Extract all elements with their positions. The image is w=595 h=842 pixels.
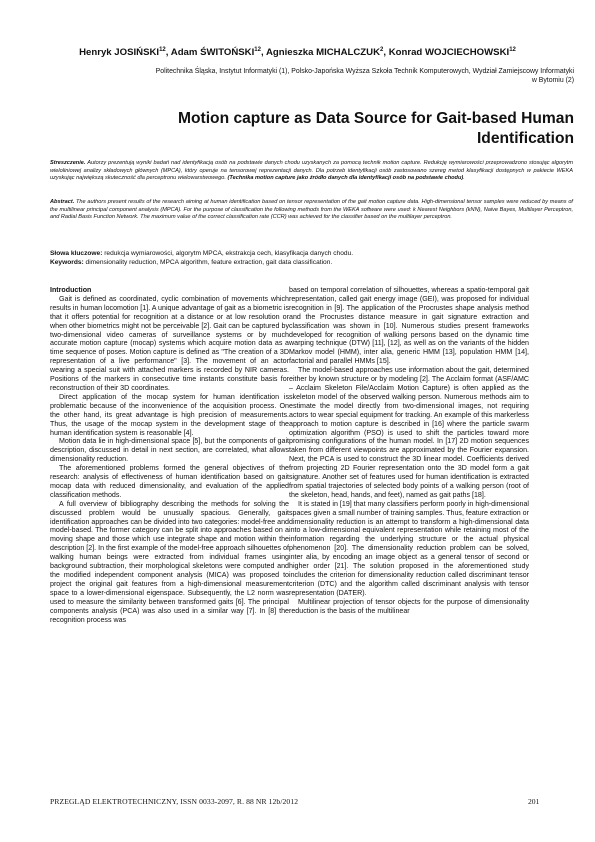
- abstract-english-label: Abstract.: [50, 199, 75, 205]
- paper-title-line-1: Motion capture as Data Source for Gait-based Human: [178, 110, 574, 127]
- section-heading-introduction: Introduction: [50, 286, 92, 294]
- author-1: Henryk JOSIŃSKI$^{12}$: [79, 47, 166, 59]
- paper-title-line-2: Identification: [476, 130, 574, 147]
- paragraph: The model-based approaches use information about the gait, determined either by known structure or by modeling [2]. The Acclaim format (ASF/AMC – Acclaim Skeleton File/Acclaim Motion Capture) is often applied as the skeleton model of the observed walking person. Numerous methods aim to estimate the model directly from two-dimensional images, not requiring actors to wear special equipment for tracking. An example of this markerless approach to motion capture is described in [16] where the particle swarm optimization algorithm (PSO) is used to shift the particles toward more promising configurations of the human model. In [17] 2D motion sequences taken from different viewpoints are approximated by the Fourier expansion. Next, the PCA is used to construct the 3D linear model. Coefficients derived from projecting 2D Fourier representation onto the 3D model form a gait signature. Another set of features used for human identification is extracted from spatial trajectories of selected body points of a walking person (root of the skeleton, head, hands, and feet), named as gait paths [18].: [289, 366, 529, 499]
- paragraph: Gait is defined as coordinated, cyclic combination of movements which results in human locomotion [1]. A unique advantage of gait as a biometric is that it offers potential for recognition at a distance or at low resolution or when other biometrics might not be perceivable [2]. Gait can be captured by two-dimensional video cameras of surveillance systems or by much accurate motion capture (mocap) systems which acquire motion data as a time sequence of poses. Motion capture is defined as "The creation of a 3D representation of a live performance" [3]. The movement of an actor wearing a special suit with attached markers is recorded by NIR cameras. Positions of the markers in consecutive time instants constitute basis for reconstruction of their 3D coordinates.: [50, 294, 289, 392]
- keywords-english-label: Keywords:: [50, 259, 84, 266]
- paper-title: [70, 109, 574, 149]
- abstract-polish: Streszczenie. Autorzy prezentują wyniki badań nad identyfikacją osób na podstawie danych chodu uzyskanych za pomocą technik motion capture. Redukcję wymiarowości przeprowadzono stosując algorytm wieloliniowej analizy składowych głównych (MPCA), który operuje na tensorowej reprezentacji danych. Dla potrzeb identyfikacji osób zastosowano szereg metod klasyfikacji dostępnych w pakiecie WEKA uzyskując największą skuteczność dla perceptronu wielowarstwowego. (Technika motion capture jako źródło danych dla identyfikacji osób na podstawie chodu).: [50, 160, 573, 182]
- author-4: Konrad WOJCIECHOWSKI$^{12}$: [388, 47, 516, 59]
- paragraph: Multilinear projection of tensor objects for the purpose of dimensionality reduction is the basis of the multilinear: [289, 597, 529, 615]
- keywords-polish: [50, 250, 573, 259]
- left-column: [50, 286, 289, 624]
- abstract-polish-label: Streszczenie.: [50, 160, 86, 166]
- abstract-english: [50, 199, 573, 222]
- keywords-polish-text: redukcja wymiarowości, algorytm MPCA, ekstrakcja cech, klasyfikacja danych chodu.: [102, 250, 354, 257]
- journal-footer: PRZEGLĄD ELEKTROTECHNICZNY, ISSN 0033-2097, R. 88 NR 12b/2012: [50, 797, 299, 806]
- keywords-polish-label: Słowa kluczowe:: [50, 250, 103, 257]
- paragraph: It is stated in [19] that many classifiers perform poorly in high-dimensional spaces given a small number of training samples. Thus, feature extraction or dimensionality reduction is an attempt to transform a high-dimensional data into a low-dimensional equivalent representation while retaining most of the information regarding the underlying structure or the actual physical phenomenon [20]. The dimensionality reduction problem can be solved, inter alia, by encoding an image object as a general tensor of second or higher order [21]. The solution proposed in the aforementioned study includes the criterion for dimensionality reduction called discriminant tensor criterion (DTC) and the algorithm called discriminant analysis with tensor representation (DATER).: [289, 499, 529, 597]
- abstract-english-text: The authors present results of the research aiming at human identification based on tensor representation of the gait motion capture data. High-dimensional tensor samples were reduced by means of the multilinear principal component analysis (MPCA). For the purpose of classification the following methods from the WEKA software were used: k Nearest Neighbors (kNN), Naive Bayes, Multilayer Perceptron, and Radial Basis Function Network. The maximum value of the correct classification rate (CCR) was achieved for the classifier based on the multilayer perceptron.: [50, 199, 573, 221]
- author-3: Agnieszka MICHALCZUK$^2$: [265, 47, 384, 59]
- abstract-polish-title: (Technika motion capture jako źródło danych dla identyfikacji osób na podstawie chodu): [227, 175, 464, 182]
- paragraph: Direct application of the mocap system for human identification is problematic because of the inconvenience of the acquisition process. On the other hand, its great advantage is high precision of measurements. Thus, the usage of the mocap system in the development stage of the human identification system is reasonable [4].: [50, 392, 289, 437]
- page-number: 201: [528, 797, 540, 806]
- affiliation: [60, 67, 574, 85]
- affiliation-line-1: Politechnika Śląska, Instytut Informatyki (1), Polsko-Japońska Wyższa Szkoła Technik Komputerowych, Wydział Zamiejscowy Informatyki: [155, 68, 574, 75]
- keywords-english-text: dimensionality reduction, MPCA algorithm, feature extraction, gait data classification.: [83, 259, 333, 266]
- abstract-polish-text: Autorzy prezentują wyniki badań nad identyfikacją osób na podstawie danych chodu uzyskanych za pomocą technik motion capture. Redukcję wymiarowości przeprowadzono stosując algorytm wieloliniowej analizy składowych głównych (MPCA), który operuje na tensorowej reprezentacji danych. Dla potrzeb identyfikacji osób zastosowano szereg metod klasyfikacji dostępnych w pakiecie WEKA uzyskując największą skuteczność dla perceptronu wielowarstwowego.: [50, 160, 573, 182]
- paragraph: Motion data lie in high-dimensional space [5], but the components of gait description, discussed in detail in next section, are correlated, what allows dimensionality reduction.: [50, 437, 289, 464]
- paragraph: The aforementioned problems formed the general objectives of the research: analysis of effectiveness of human identification based on gait mocap data with reduced dimensionality, and evaluation of the applied classification methods.: [50, 464, 289, 499]
- keywords-english: [50, 259, 573, 268]
- author-list: Henryk JOSIŃSKI$^{12}$, Adam ŚWITOŃSKI$^{12}$, Agnieszka MICHALCZUK$^2$, Konrad WOJCIECHOWSKI$^{12}$: [79, 47, 516, 59]
- right-column: [289, 286, 529, 616]
- affiliation-line-2: w Bytomiu (2): [531, 77, 574, 84]
- author-2: Adam ŚWITOŃSKI$^{12}$: [170, 47, 261, 59]
- paragraph: A full overview of bibliography describing the methods for solving the discussed problem would be unusually spacious. Generally, gait identification approaches can be divided into two categories: model-free and model-based. The former category can be split into approaches based on a moving shape and those which use integrate shape and motion within the description [2]. In the first example of the model-free approach silhouettes of walking human beings were extracted from individual frames using background subtraction, their morphological skeletons were computed and the modified independent component analysis (MICA) was proposed to project the original gait features from a high-dimensional measurement space to a lower-dimensional eigenspace. Subsequently, the L2 norm was used to measure the similarity between transformed gaits [6]. The principal components analysis (PCA) was also used in a similar way [7]. In [8] the recognition process was: [50, 499, 289, 624]
- paragraph: based on temporal correlation of silhouettes, whereas a spatio-temporal gait representation, called gait energy image (GEI), was proposed for individual recognition in [9]. The application of the Procrustes shape analysis method and the Procrustes distance measure in gait signature extraction and classification was shown in [10]. Numerous studies present frameworks developed for recognition of walking persons based on the dynamic time warping technique (DTW) [11], [12], as well as on the variants of the hidden Markov model (HMM), inter alia, generic HMM [13], population HMM [14], factorial and parallel HMMs [15].: [289, 286, 529, 366]
